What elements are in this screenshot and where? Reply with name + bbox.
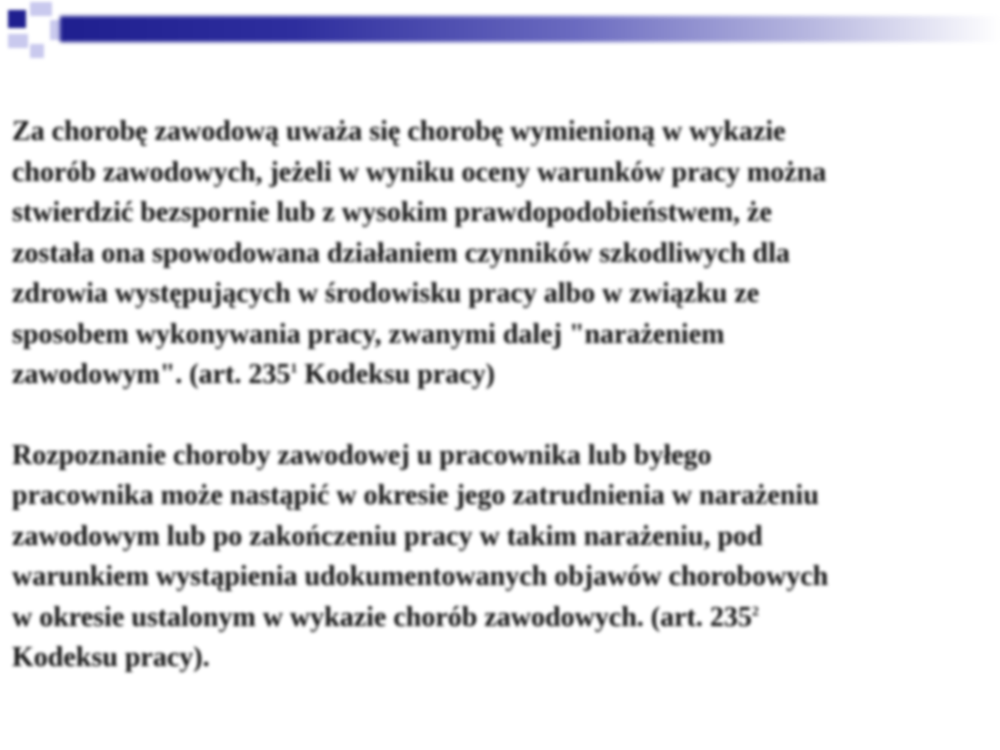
paragraph-tail: Kodeksu pracy). bbox=[12, 642, 210, 673]
paragraph-diagnosis bbox=[12, 436, 987, 679]
paragraph-text: Za chorobę zawodową uważa się chorobę wymienioną w wykazie chorób zawodowych, jeżeli w wyniku oceny warunków pracy można stwierdzić bezspornie lub z wysokim prawdopodobieństwem, że została ona spowodowana działaniem czynników szkodliwych dla zdrowia występujących w środowisku pracy albo w związku ze sposobem wykonywania pracy, zwanymi dalej "narażeniem zawodowym". (art. 235 bbox=[12, 116, 827, 390]
header-gradient-bar bbox=[60, 16, 1000, 42]
superscript: 2 bbox=[751, 604, 759, 620]
slide-body bbox=[12, 112, 987, 679]
decorative-square bbox=[8, 10, 26, 28]
decorative-square bbox=[30, 2, 52, 16]
paragraph-definition bbox=[12, 112, 987, 396]
decorative-square bbox=[30, 44, 44, 58]
superscript: 1 bbox=[290, 361, 298, 377]
decorative-square bbox=[8, 34, 28, 48]
paragraph-text: Rozpoznanie choroby zawodowej u pracownika lub byłego pracownika może nastąpić w okresie jego zatrudnienia w narażeniu zawodowym lub po zakończeniu pracy w takim narażeniu, pod warunkiem wystąpienia udokumentowanych objawów chorobowych w okresie ustalonym w wykazie chorób zawodowych. (art. 235 bbox=[12, 439, 829, 633]
paragraph-tail: Kodeksu pracy) bbox=[297, 359, 495, 390]
header-decoration bbox=[0, 0, 1000, 70]
